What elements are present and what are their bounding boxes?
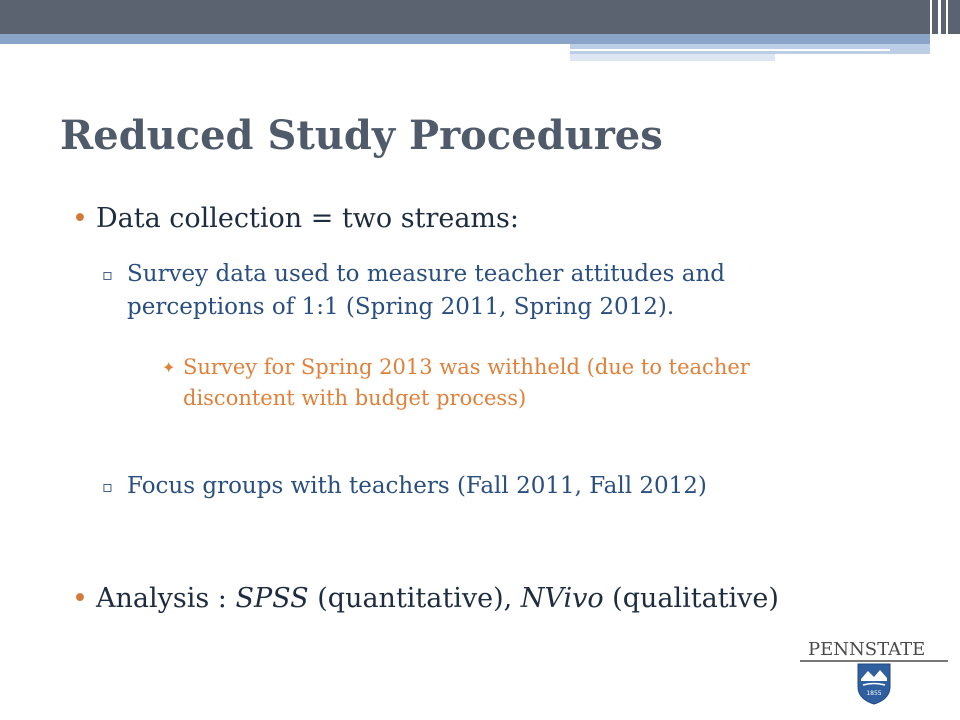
sub-sub-bullet-marker: ✦: [162, 358, 176, 377]
sub-sub-bullet-survey-withheld: [162, 352, 862, 414]
sub-bullet-text: Focus groups with teachers (Fall 2011, Fall 2012): [127, 473, 707, 499]
header-line: [570, 49, 890, 51]
header-bar: [0, 0, 960, 34]
analysis-spss-note: (quantitative),: [308, 583, 521, 614]
sub-bullet-survey-data: [102, 258, 862, 324]
sub-bullet-focus-groups: [102, 470, 862, 503]
analysis-nvivo-note: (qualitative): [603, 583, 779, 614]
header-divider: [930, 0, 932, 62]
sub-sub-bullet-text: Survey for Spring 2013 was withheld (due to teacher discontent with budget process): [183, 355, 750, 410]
header-divider: [946, 0, 948, 62]
header-stripe: [0, 34, 930, 44]
logo-rule: [800, 660, 948, 662]
sub-bullet-text: Survey data used to measure teacher attitudes and perceptions of 1:1 (Spring 2011, Spring 2012).: [127, 261, 725, 320]
shield-icon: [857, 663, 891, 705]
slide-title: Reduced Study Procedures: [60, 112, 663, 159]
analysis-prefix: Analysis :: [96, 583, 236, 614]
bullet-analysis: [72, 583, 779, 614]
sub-bullet-marker: ▫: [102, 477, 113, 496]
bullet-text: Data collection = two streams:: [96, 203, 519, 234]
bullet-data-collection: [72, 203, 519, 234]
logo-wordmark: PENNSTATE: [808, 639, 926, 660]
analysis-spss: SPSS: [235, 583, 309, 614]
sub-bullet-marker: ▫: [102, 265, 113, 284]
header-divider: [938, 0, 941, 62]
shield-year: 1855: [866, 690, 882, 697]
header-stripe: [570, 54, 775, 61]
pennstate-logo: [800, 636, 950, 708]
analysis-nvivo: NVivo: [520, 583, 604, 614]
bullet-dot: •: [72, 203, 88, 234]
bullet-dot: •: [72, 583, 88, 614]
